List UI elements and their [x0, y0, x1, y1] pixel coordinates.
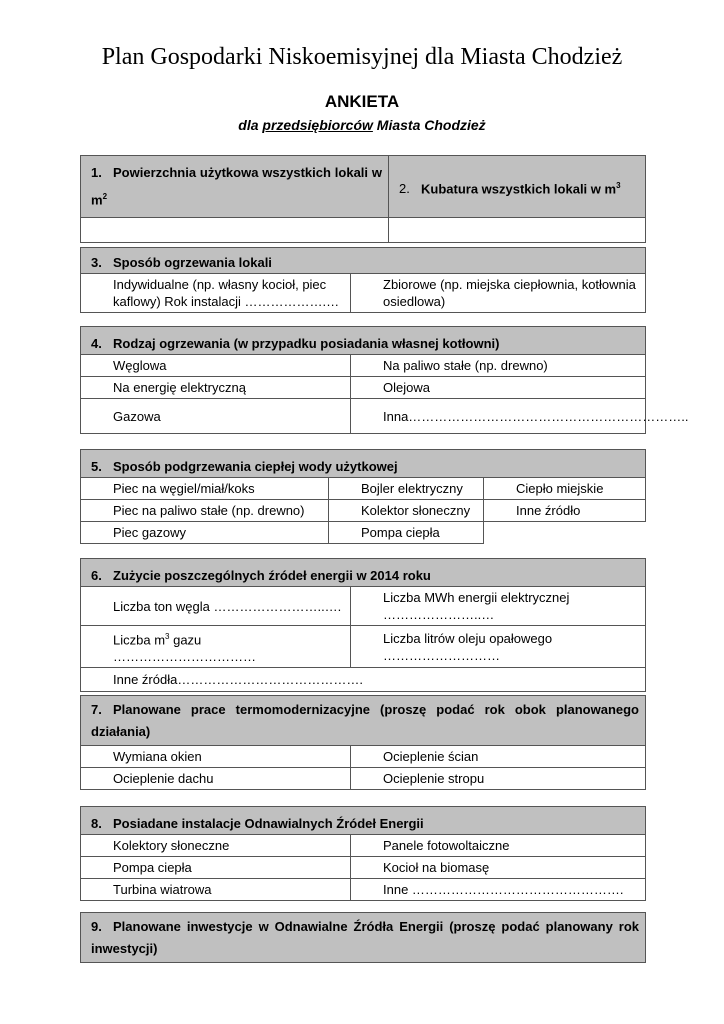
option-collective-heating[interactable]: Zbiorowe (np. miejska ciepłownia, kotłownia osiedlowa) [351, 274, 646, 313]
section-1-header: 1. Powierzchnia użytkowa wszystkich lokali w $m^2$ [81, 156, 389, 218]
option-window-replacement[interactable]: Wymiana okien [81, 746, 351, 768]
coal-tons-field[interactable]: Liczba ton węgla ……………………..…. [81, 587, 351, 626]
section-5-header: 5. Sposób podgrzewania ciepłej wody użytkowej [81, 450, 646, 478]
section-4-table [80, 326, 689, 434]
electricity-mwh-field[interactable]: Liczba MWh energii elektrycznej …………………..… [351, 587, 646, 626]
option-coal-stove[interactable]: Piec na węgiel/miał/koks [81, 478, 329, 500]
section-6-header: 6. Zużycie poszczególnych źródeł energii w 2014 roku [81, 559, 646, 587]
option-other-installation[interactable]: Inne …………………………………………. [351, 879, 646, 901]
section-3-header: 3. Sposób ogrzewania lokali [81, 248, 646, 274]
survey-subheading: dla przedsiębiorców Miasta Chodzież [238, 117, 486, 133]
option-electric-boiler[interactable]: Bojler elektryczny [329, 478, 484, 500]
option-solid-fuel-heating[interactable]: Na paliwo stałe (np. drewno) [351, 355, 646, 377]
section-1-2-table [80, 155, 646, 243]
section-9-header: 9. Planowane inwestycje w Odnawialne Źródła Energii (proszę podać planowany rok inwestycji) [81, 913, 646, 963]
option-district-heat[interactable]: Ciepło miejskie [484, 478, 646, 500]
volume-input[interactable] [389, 218, 646, 243]
option-wind-turbine[interactable]: Turbina wiatrowa [81, 879, 351, 901]
gas-volume-field[interactable]: Liczba $m^3$ gazu …………………………… [81, 626, 351, 668]
option-electric-heating[interactable]: Na energię elektryczną [81, 377, 351, 399]
option-other-source[interactable]: Inne źródło [484, 500, 646, 522]
section-4-header: 4. Rodzaj ogrzewania (w przypadku posiadania własnej kotłowni) [81, 327, 646, 355]
option-ceiling-insulation[interactable]: Ocieplenie stropu [351, 768, 646, 790]
section-7-header: 7. Planowane prace termomodernizacyjne (proszę podać rok obok planowanego działania) [81, 696, 646, 746]
option-heat-pump-installed[interactable]: Pompa ciepła [81, 857, 351, 879]
option-pv-panels[interactable]: Panele fotowoltaiczne [351, 835, 646, 857]
section-7-table [80, 695, 646, 790]
option-solar-collectors[interactable]: Kolektory słoneczne [81, 835, 351, 857]
option-solar-collector[interactable]: Kolektor słoneczny [329, 500, 484, 522]
option-oil-heating[interactable]: Olejowa [351, 377, 646, 399]
document-title: Plan Gospodarki Niskoemisyjnej dla Miasta Chodzież [101, 44, 623, 70]
section-3-table [80, 247, 646, 313]
section-8-table [80, 806, 646, 901]
survey-heading: ANKIETA [324, 92, 400, 111]
option-wall-insulation[interactable]: Ocieplenie ścian [351, 746, 646, 768]
option-heat-pump[interactable]: Pompa ciepła [329, 522, 484, 544]
option-other-heating[interactable]: Inna……………………………………………………….. [351, 399, 646, 434]
option-solid-fuel-stove[interactable]: Piec na paliwo stałe (np. drewno) [81, 500, 329, 522]
floor-area-input[interactable] [81, 218, 389, 243]
oil-liters-field[interactable]: Liczba litrów oleju opałowego ……………………… [351, 626, 646, 668]
section-5-table [80, 449, 646, 544]
option-roof-insulation[interactable]: Ocieplenie dachu [81, 768, 351, 790]
section-8-header: 8. Posiadane instalacje Odnawialnych Źródeł Energii [81, 807, 646, 835]
other-sources-field[interactable]: Inne źródła……………………………………. [81, 668, 646, 692]
empty-cell [484, 522, 646, 544]
section-9-table [80, 912, 646, 963]
option-gas-heating[interactable]: Gazowa [81, 399, 351, 434]
option-biomass-boiler[interactable]: Kocioł na biomasę [351, 857, 646, 879]
option-gas-stove[interactable]: Piec gazowy [81, 522, 329, 544]
section-2-header: 2. Kubatura wszystkich lokali w $m^3$ [389, 156, 646, 218]
option-individual-heating[interactable]: Indywidualne (np. własny kocioł, piec kaflowy) Rok instalacji ……………….… [81, 274, 351, 313]
option-coal-heating[interactable]: Węglowa [81, 355, 351, 377]
section-6-table [80, 558, 646, 692]
